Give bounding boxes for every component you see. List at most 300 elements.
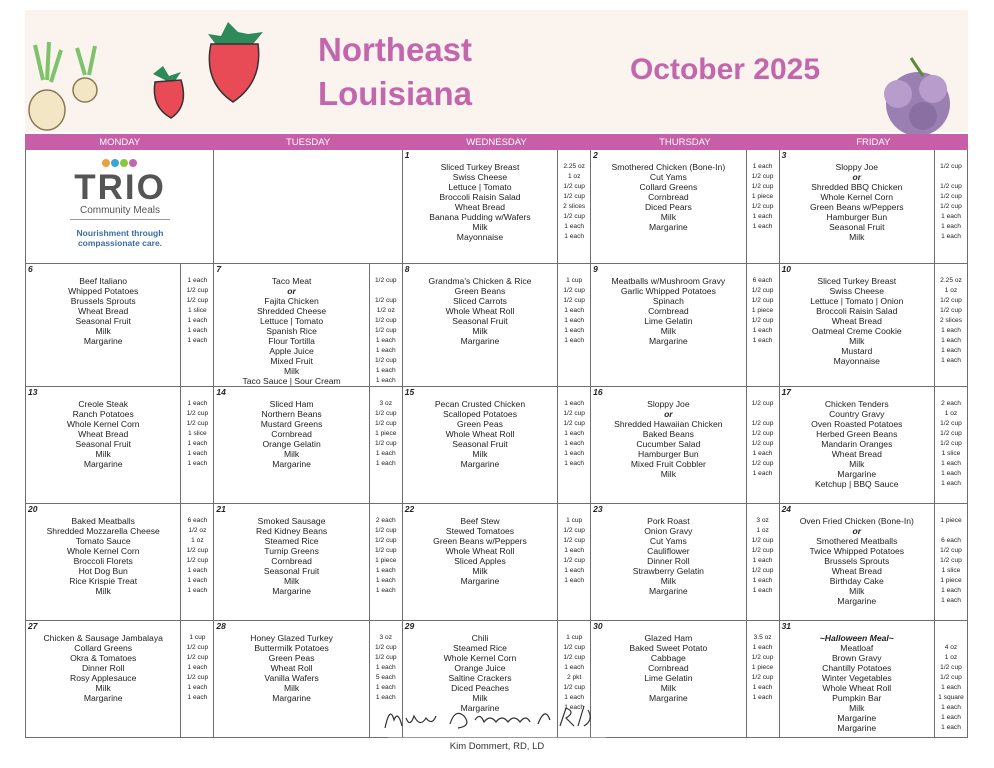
day-number: 3: [781, 150, 787, 160]
menu-item: Onion Gravy: [644, 526, 693, 536]
menu-item: or: [852, 526, 862, 536]
menu-items: [591, 387, 745, 503]
menu-items: [403, 504, 557, 620]
menu-item: Collard Greens: [74, 643, 133, 653]
menu-item: Margarine: [83, 459, 123, 469]
menu-item: Birthday Cake: [829, 576, 884, 586]
menu-item: Cabbage: [650, 653, 686, 663]
day-number: 22: [404, 504, 415, 514]
portion-size: 1 each: [375, 450, 396, 457]
menu-item: Swiss Cheese: [452, 172, 508, 182]
day-cell: [214, 150, 402, 264]
menu-item: Red Kidney Beans: [255, 526, 328, 536]
menu-item: Green Peas: [268, 653, 315, 663]
menu-item: Buttermilk Potatoes: [254, 643, 329, 653]
menu-item: Meatballs w/Mushroom Gravy: [611, 276, 726, 286]
menu-item: Dinner Roll: [81, 663, 125, 673]
menu-item: Green Beans w/Peppers: [433, 536, 527, 546]
menu-item: Margarine: [83, 336, 123, 346]
portion-size: 1 each: [564, 307, 585, 314]
menu-item: Wheat Bread: [454, 202, 506, 212]
menu-item: Milk: [283, 366, 300, 376]
menu-item: Wheat Bread: [831, 566, 882, 576]
menu-items: [591, 504, 745, 620]
portion-column: [746, 150, 779, 263]
portion-size: 2 pkt: [567, 674, 582, 681]
portion-size: 2.25 oz: [940, 277, 962, 284]
portion-size: 1 each: [187, 694, 208, 701]
menu-items: [26, 387, 180, 503]
day-cell: [591, 150, 779, 264]
portion-size: 1 cup: [189, 634, 206, 641]
menu-item: Country Gravy: [829, 409, 885, 419]
menu-item: Lime Gelatin: [644, 316, 693, 326]
portion-size: 1 piece: [751, 193, 774, 200]
menu-item: Flour Tortilla: [268, 336, 315, 346]
portion-size: 1/2 cup: [186, 547, 209, 554]
portion-size: 1/2 cup: [751, 654, 774, 661]
menu-item: Milk: [472, 326, 488, 336]
menu-item: Milk: [660, 576, 676, 586]
day-number: 8: [404, 264, 410, 274]
portion-size: 2 slices: [940, 317, 962, 324]
day-number: 2: [593, 150, 598, 160]
portion-size: 1/2 cup: [751, 173, 774, 180]
portion-size: 1 cup: [566, 277, 583, 284]
portion-size: 1 each: [941, 470, 961, 477]
day-number: 14: [216, 387, 226, 397]
portion-size: [935, 172, 967, 182]
portion-size: 1 slice: [941, 450, 961, 457]
day-cell: [779, 504, 967, 621]
portion-size: 1 each: [375, 577, 396, 584]
portion-size: 1/2 cup: [751, 674, 774, 681]
logo-subtitle: Community Meals: [70, 206, 170, 220]
menu-item: Cut Yams: [649, 536, 687, 546]
portion-size: 2 each: [375, 517, 396, 524]
menu-item: Scalloped Potatoes: [442, 409, 517, 419]
day-cell: [214, 504, 402, 621]
menu-item: Banana Pudding w/Wafers: [429, 212, 531, 222]
menu-item: Sliced Ham: [269, 399, 314, 409]
menu-item: Whole Kernel Corn: [66, 419, 140, 429]
portion-size: 1 each: [752, 694, 773, 701]
portion-size: 1/2 cup: [940, 664, 962, 671]
portion-size: 6 each: [941, 537, 961, 544]
portion-size: 1/2 oz: [376, 307, 395, 314]
menu-item: Margarine: [837, 723, 877, 733]
menu-item: Milk: [660, 326, 676, 336]
menu-item: Northern Beans: [261, 409, 322, 419]
menu-item: Milk: [660, 683, 676, 693]
portion-size: 1/2 cup: [186, 420, 209, 427]
portion-size: 1 each: [752, 470, 773, 477]
menu-item: Sliced Carrots: [452, 296, 507, 306]
portion-column: [746, 621, 779, 737]
day-cell: [26, 264, 214, 387]
menu-item: Swiss Cheese: [829, 286, 884, 296]
portion-size: 1 cup: [566, 517, 583, 524]
portion-size: 1 each: [375, 347, 396, 354]
portion-column: [369, 264, 402, 386]
portion-size: 1/2 cup: [563, 183, 585, 190]
portion-column: [557, 504, 590, 620]
menu-item: Meatloaf: [840, 643, 874, 653]
portion-size: 1/2 cup: [563, 684, 585, 691]
menu-item: Tomato Sauce: [75, 536, 131, 546]
menu-item: Margarine: [272, 693, 311, 703]
portion-column: [369, 504, 402, 620]
portion-size: 1/2 cup: [940, 307, 962, 314]
portion-size: 1 each: [564, 567, 585, 574]
menu-item: Saltine Crackers: [448, 673, 512, 683]
portion-size: 1/2 cup: [374, 410, 397, 417]
day-cell: [26, 150, 214, 264]
menu-item: Seasonal Fruit: [75, 439, 131, 449]
menu-item: Milk: [472, 693, 488, 703]
day-number: 17: [781, 387, 792, 397]
logo-tagline: Nourishment through compassionate care.: [76, 228, 164, 248]
weekday-header: THURSDAY: [591, 135, 779, 150]
portion-size: 1 oz: [944, 287, 958, 294]
menu-item: Diced Pears: [644, 202, 692, 212]
day-number: 30: [593, 621, 603, 631]
day-cell: [214, 264, 402, 387]
portion-size: 1/2 cup: [563, 644, 585, 651]
menu-item: Vanilla Wafers: [264, 673, 319, 683]
portion-column: [180, 504, 213, 620]
menu-item: Sliced Turkey Breast: [440, 162, 520, 172]
menu-items: [780, 621, 934, 737]
day-cell: [779, 150, 967, 264]
menu-item: Garlic Whipped Potatoes: [620, 286, 716, 296]
portion-size: 1 oz: [944, 410, 958, 417]
day-number: 24: [781, 504, 792, 514]
menu-item: Mixed Fruit Cobbler: [630, 459, 706, 469]
menu-item: Cornbread: [648, 663, 689, 673]
portion-size: 1 each: [375, 684, 396, 691]
menu-item: Shredded Cheese: [256, 306, 327, 316]
weekday-header: FRIDAY: [779, 135, 967, 150]
portion-size: 1 piece: [940, 577, 962, 584]
portion-size: 1/2 cup: [374, 317, 397, 324]
menu-item: Ranch Potatoes: [72, 409, 134, 419]
weekday-header-row: [26, 135, 968, 150]
day-number: 29: [404, 621, 415, 631]
portion-size: 1 each: [941, 223, 961, 230]
menu-item: Milk: [472, 566, 488, 576]
portion-column: [746, 264, 779, 386]
portion-size: 1 oz: [191, 537, 204, 544]
portion-size: 1 each: [564, 233, 585, 240]
menu-items: [591, 264, 745, 386]
portion-size: 1 each: [375, 567, 396, 574]
day-cell: [591, 387, 779, 504]
portion-size: 1 square: [938, 694, 964, 701]
menu-item: Stewed Tomatoes: [445, 526, 515, 536]
portion-size: 1 oz: [756, 527, 769, 534]
portion-size: 1/2 cup: [186, 557, 209, 564]
portion-size: 1/2 cup: [751, 317, 774, 324]
menu-item: Whole Wheat Roll: [445, 306, 515, 316]
portion-size: 1 each: [187, 337, 208, 344]
menu-item: Baked Beans: [642, 429, 694, 439]
menu-item: Milk: [283, 576, 300, 586]
calendar-week-row: [26, 150, 968, 264]
menu-item: Cornbread: [271, 556, 312, 566]
menu-items: [591, 621, 745, 737]
menu-item: Taco Meat: [271, 276, 312, 286]
menu-items: [26, 504, 180, 620]
portion-size: 2 slices: [563, 203, 586, 210]
menu-items: [780, 387, 934, 503]
portion-column: [557, 264, 590, 386]
menu-items: [214, 621, 368, 737]
portion-size: 1/2 cup: [751, 287, 774, 294]
portion-size: 1/2 cup: [940, 203, 962, 210]
portion-size: 1 each: [941, 684, 961, 691]
menu-item: Margarine: [649, 693, 688, 703]
portion-size: 1/2 cup: [563, 420, 585, 427]
menu-item: Margarine: [837, 713, 877, 723]
portion-size: 1 oz: [567, 173, 581, 180]
day-number: 6: [28, 264, 33, 274]
portion-size: 1 each: [187, 577, 208, 584]
portion-size: 1 each: [941, 327, 961, 334]
menu-item: Baked Sweet Potato: [629, 643, 708, 653]
menu-item: Chicken & Sausage Jambalaya: [43, 633, 163, 643]
signature-line: [388, 737, 606, 738]
menu-item: Pork Roast: [647, 516, 690, 526]
portion-column: [746, 387, 779, 503]
day-number: 9: [593, 264, 598, 274]
menu-item: Glazed Ham: [644, 633, 693, 643]
day-number: 7: [216, 264, 222, 274]
menu-item: Chili: [471, 633, 489, 643]
portion-size: 1 each: [564, 450, 585, 457]
menu-item: Margarine: [460, 576, 500, 586]
portion-size: 1/2 cup: [563, 527, 585, 534]
menu-items: [780, 150, 934, 263]
portion-size: 1/2 cup: [940, 430, 962, 437]
portion-size: 1/2 cup: [374, 654, 397, 661]
menu-item: Lettuce | Tomato: [259, 316, 324, 326]
menu-item: Herbed Green Beans: [816, 429, 898, 439]
menu-item: Sloppy Joe: [647, 399, 690, 409]
menu-item: Milk: [849, 336, 865, 346]
menu-item: Seasonal Fruit: [452, 439, 508, 449]
portion-size: 1 piece: [751, 307, 774, 314]
portion-size: 1 each: [564, 704, 585, 711]
day-number: 28: [216, 621, 226, 631]
portion-size: 1 each: [187, 317, 208, 324]
day-number: 27: [28, 621, 38, 631]
menu-item: Green Peas: [457, 419, 503, 429]
portion-size: 1 each: [752, 577, 773, 584]
portion-size: 1 each: [941, 233, 961, 240]
menu-item: Shredded Hawaiian Chicken: [614, 419, 723, 429]
day-number: 31: [781, 621, 792, 631]
portion-size: 1 each: [941, 337, 961, 344]
portion-size: 1/2 cup: [374, 547, 397, 554]
menu-item: Twice Whipped Potatoes: [809, 546, 905, 556]
weekday-header: TUESDAY: [214, 135, 402, 150]
menu-item: Margarine: [460, 459, 500, 469]
portion-size: 1/2 cup: [563, 213, 585, 220]
portion-size: 1/2 cup: [186, 297, 209, 304]
portion-size: 1/2 cup: [751, 297, 774, 304]
menu-item: Sliced Turkey Breast: [817, 276, 897, 286]
portion-size: 1/2 cup: [940, 557, 962, 564]
menu-item: Mandarin Oranges: [821, 439, 893, 449]
menu-item: Pumpkin Bar: [832, 693, 882, 703]
portion-column: [746, 504, 779, 620]
menu-item: Broccoli Florets: [73, 556, 133, 566]
menu-item: Brussels Sprouts: [70, 296, 136, 306]
portion-size: 1/2 cup: [751, 547, 774, 554]
portion-size: 1/2 cup: [186, 674, 209, 681]
portion-column: [934, 150, 967, 263]
menu-item: Diced Peaches: [451, 683, 509, 693]
portion-column: [934, 387, 967, 503]
blackberry-illustration: [863, 54, 968, 134]
menu-item: Spanish Rice: [266, 326, 317, 336]
portion-size: 1 piece: [375, 557, 397, 564]
menu-item: Oven Fried Chicken (Bone-In): [799, 516, 914, 526]
onion-illustration: [25, 40, 135, 132]
portion-size: 1/2 cup: [563, 654, 585, 661]
menu-item: Okra & Tomatoes: [70, 653, 137, 663]
menu-item: Wheat Bread: [78, 306, 129, 316]
menu-item: Margarine: [272, 459, 311, 469]
portion-size: 3 oz: [756, 517, 769, 524]
menu-item: Margarine: [272, 586, 311, 596]
menu-item: Milk: [472, 222, 488, 232]
portion-size: 1/2 cup: [374, 537, 397, 544]
menu-item: Oven Roasted Potatoes: [811, 419, 903, 429]
portion-size: 1 each: [564, 664, 585, 671]
menu-item: Whole Kernel Corn: [443, 653, 517, 663]
menu-item: Beef Stew: [460, 516, 500, 526]
portion-size: 1 piece: [751, 664, 774, 671]
day-cell: [214, 387, 402, 504]
portion-column: [934, 264, 967, 386]
day-cell: [402, 504, 590, 621]
menu-item: Rice Krispie Treat: [69, 576, 138, 586]
menu-items: [780, 264, 934, 386]
menu-item: Milk: [849, 459, 865, 469]
portion-size: 3 oz: [379, 634, 393, 641]
menu-item: Whole Kernel Corn: [66, 546, 140, 556]
menu-item: Lettuce | Tomato | Onion: [810, 296, 904, 306]
portion-size: 6 each: [187, 517, 208, 524]
portion-size: 1/2 cup: [563, 193, 585, 200]
portion-size: 1 each: [564, 440, 585, 447]
portion-size: 1 each: [375, 664, 396, 671]
portion-size: 1 each: [941, 704, 961, 711]
menu-item: Cucumber Salad: [636, 439, 701, 449]
portion-size: 1 each: [187, 664, 208, 671]
menu-item: Margarine: [83, 693, 123, 703]
portion-size: 1/2 cup: [186, 410, 209, 417]
portion-size: 1 each: [187, 587, 208, 594]
menu-item: Mayonnaise: [833, 356, 880, 366]
menu-item: Milk: [283, 683, 300, 693]
menu-item: Mayonnaise: [456, 232, 504, 242]
menu-item: Wheat Bread: [78, 429, 129, 439]
menu-item: Fajita Chicken: [264, 296, 319, 306]
menu-item: Creole Steak: [78, 399, 129, 409]
portion-size: 1 each: [752, 557, 773, 564]
menu-item: Cornbread: [648, 306, 689, 316]
menu-item: Seasonal Fruit: [452, 316, 508, 326]
menu-items: [780, 504, 934, 620]
portion-size: 1 each: [564, 547, 585, 554]
menu-item: or: [287, 286, 296, 296]
portion-size: 1 each: [564, 694, 585, 701]
portion-size: 1/2 cup: [751, 400, 774, 407]
portion-size: 1 each: [752, 163, 773, 170]
portion-size: 1 each: [941, 587, 961, 594]
portion-size: 1/2 cup: [563, 410, 585, 417]
portion-size: 1 each: [564, 577, 585, 584]
menu-item: Milk: [95, 586, 111, 596]
menu-item: Turnip Greens: [264, 546, 319, 556]
menu-item: Dinner Roll: [647, 556, 690, 566]
menu-items: [214, 387, 368, 503]
portion-size: 1 each: [752, 213, 773, 220]
portion-size: 1 each: [941, 714, 961, 721]
menu-item: Lettuce | Tomato: [448, 182, 512, 192]
portion-size: 1 slice: [188, 430, 207, 437]
day-cell: [779, 387, 967, 504]
menu-item: Cornbread: [271, 429, 312, 439]
menu-item: ~Halloween Meal~: [819, 633, 894, 643]
day-cell: [402, 387, 590, 504]
portion-size: 1/2 cup: [940, 420, 962, 427]
day-cell: [779, 621, 967, 738]
menu-item: Whipped Potatoes: [68, 286, 139, 296]
menu-item: Green Beans w/Peppers: [809, 202, 904, 212]
menu-item: Smothered Meatballs: [816, 536, 898, 546]
portion-size: 1/2 cup: [751, 203, 774, 210]
portion-size: 1/2 cup: [751, 430, 774, 437]
portion-column: [934, 621, 967, 737]
menu-item: Smothered Chicken (Bone-In): [611, 162, 726, 172]
menu-item: Margarine: [649, 586, 688, 596]
portion-column: [180, 387, 213, 503]
menu-item: Smoked Sausage: [257, 516, 326, 526]
menu-item: Apple Juice: [269, 346, 314, 356]
menu-items: [214, 504, 368, 620]
portion-size: 1 each: [941, 357, 961, 364]
portion-size: 1/2 cup: [374, 527, 397, 534]
portion-size: 1/2 cup: [374, 277, 397, 284]
menu-item: Grandma's Chicken & Rice: [428, 276, 532, 286]
menu-item: Seasonal Fruit: [829, 222, 885, 232]
day-cell: [26, 504, 214, 621]
menu-item: Green Beans: [454, 286, 506, 296]
menu-item: or: [852, 172, 862, 182]
day-number: 1: [404, 150, 410, 160]
menu-item: Pecan Crusted Chicken: [434, 399, 526, 409]
menu-item: Whole Wheat Roll: [445, 546, 515, 556]
portion-size: 1/2 cup: [186, 644, 209, 651]
portion-size: 1/2 cup: [940, 193, 962, 200]
menu-item: Wheat Bread: [831, 449, 882, 459]
portion-size: 1 each: [375, 460, 396, 467]
menu-item: Margarine: [649, 336, 688, 346]
